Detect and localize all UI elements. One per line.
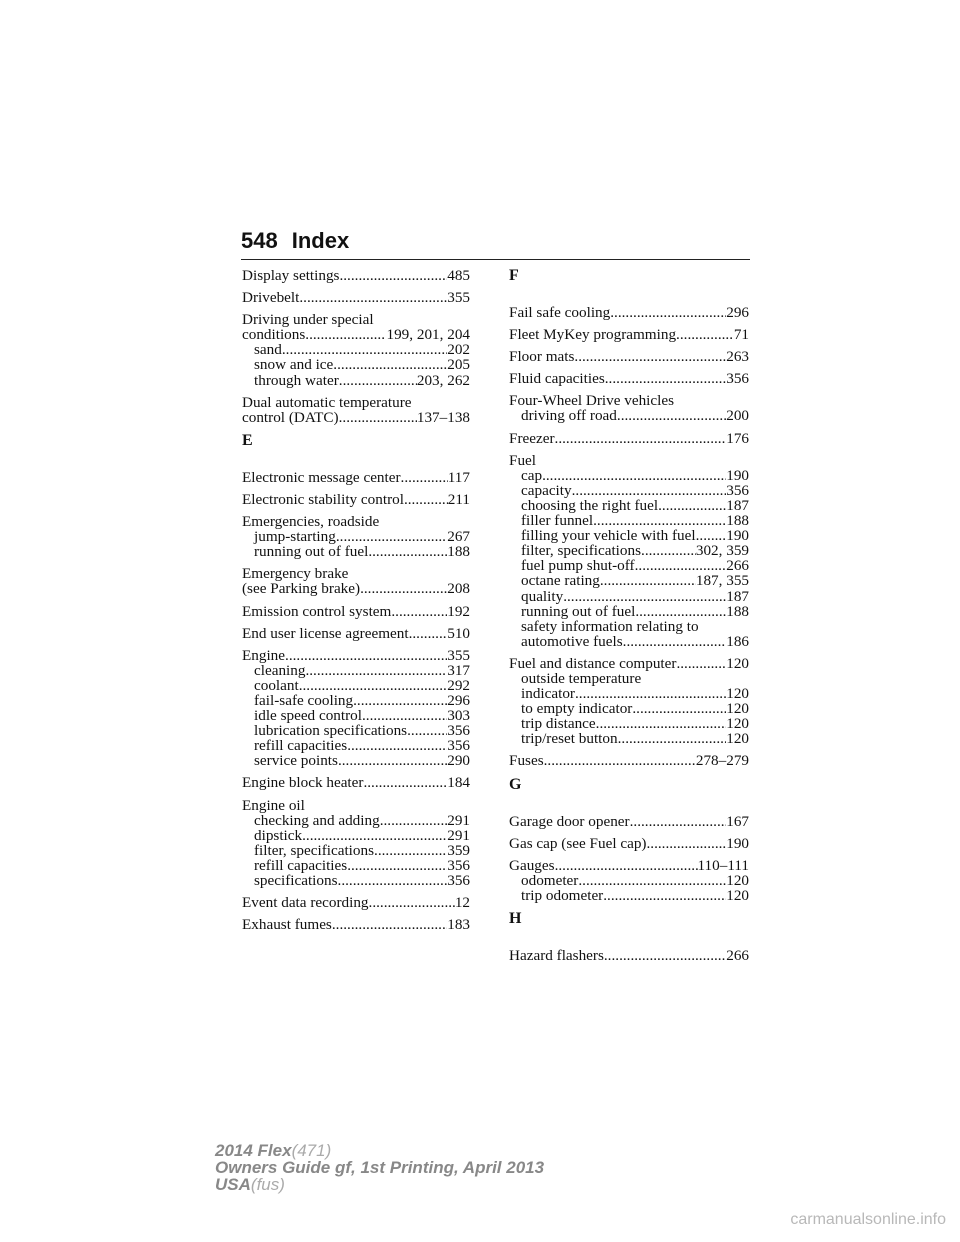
leader-dots bbox=[282, 342, 447, 357]
index-subentry bbox=[509, 558, 749, 573]
page-reference: 120 bbox=[726, 686, 749, 702]
index-term bbox=[242, 626, 470, 641]
page-reference: 355 bbox=[447, 647, 470, 663]
entry-text: control (DATC) bbox=[242, 409, 339, 425]
entry-text: filter, specifications bbox=[521, 543, 642, 559]
leader-dots bbox=[630, 814, 727, 829]
entry-text: specifications bbox=[254, 873, 338, 889]
page-reference: 190 bbox=[726, 467, 749, 483]
entry-text: lubrication specifications bbox=[254, 723, 408, 739]
entry-text: trip distance bbox=[521, 716, 596, 732]
entry-text: capacity bbox=[521, 482, 572, 498]
leader-dots bbox=[347, 858, 447, 873]
entry-text: Driving under special bbox=[242, 312, 374, 328]
leader-dots bbox=[407, 723, 447, 738]
entry-text: Freezer bbox=[509, 430, 555, 446]
page-reference: 188 bbox=[726, 603, 749, 619]
index-subentry bbox=[242, 663, 470, 678]
entry-text: Garage door opener bbox=[509, 813, 630, 829]
footer-model: 2014 Flex bbox=[215, 1141, 292, 1160]
footer-model-code: (471) bbox=[291, 1141, 332, 1160]
leader-dots bbox=[646, 836, 726, 851]
entry-text: Emergencies, roadside bbox=[242, 514, 380, 530]
page-reference: 317 bbox=[447, 662, 470, 678]
index-term bbox=[242, 492, 470, 507]
page-reference: 356 bbox=[726, 371, 749, 387]
entry-text: Fail safe cooling bbox=[509, 305, 611, 321]
leader-dots bbox=[339, 268, 447, 283]
leader-dots bbox=[696, 528, 727, 543]
index-term bbox=[242, 395, 470, 410]
index-subentry bbox=[242, 693, 470, 708]
index-entry bbox=[509, 453, 749, 649]
index-column-left bbox=[242, 268, 470, 939]
leader-dots bbox=[676, 327, 734, 342]
leader-dots bbox=[563, 589, 726, 604]
section-letter: H bbox=[509, 910, 522, 927]
index-term bbox=[509, 948, 749, 963]
index-entry bbox=[242, 775, 470, 790]
leader-dots bbox=[617, 408, 726, 423]
entry-text: octane rating bbox=[521, 573, 600, 589]
entry-text: conditions bbox=[242, 327, 306, 343]
entry-text: outside temperature bbox=[521, 670, 642, 687]
index-subentry bbox=[242, 373, 470, 388]
index-entry bbox=[509, 753, 749, 768]
leader-dots bbox=[575, 686, 726, 701]
entry-text: Engine bbox=[242, 647, 286, 663]
leader-dots bbox=[285, 648, 447, 663]
entry-text: quality bbox=[521, 588, 564, 604]
page-reference: 192 bbox=[447, 603, 470, 619]
entry-text: Hazard flashers bbox=[509, 948, 604, 964]
page-reference: 208 bbox=[447, 581, 470, 597]
entry-text: Gas cap (see Fuel cap) bbox=[509, 835, 647, 851]
page-reference: 120 bbox=[726, 716, 749, 732]
page-reference: 359 bbox=[447, 842, 470, 858]
page-reference: 291 bbox=[447, 827, 470, 843]
index-subentry bbox=[509, 716, 749, 731]
index-term bbox=[509, 753, 749, 768]
leader-dots bbox=[658, 498, 726, 513]
page-reference: 186 bbox=[726, 633, 749, 649]
leader-dots bbox=[600, 573, 696, 588]
page-number: 548 bbox=[241, 228, 278, 253]
entry-text: Fleet MyKey programming bbox=[509, 327, 677, 343]
index-subentry bbox=[242, 342, 470, 357]
entry-text: Drivebelt bbox=[242, 290, 300, 306]
leader-dots bbox=[362, 708, 447, 723]
leader-dots bbox=[623, 634, 727, 649]
leader-dots bbox=[593, 513, 726, 528]
entry-text: running out of fuel bbox=[521, 603, 636, 619]
index-subentry bbox=[242, 678, 470, 693]
page-reference: 202 bbox=[447, 342, 470, 358]
leader-dots bbox=[302, 828, 447, 843]
page-reference: 278–279 bbox=[695, 753, 749, 769]
entry-text: End user license agreement bbox=[242, 625, 409, 641]
entry-text: Event data recording bbox=[242, 895, 369, 911]
leader-dots bbox=[574, 349, 726, 364]
index-subentry bbox=[242, 529, 470, 544]
index-entry bbox=[242, 492, 470, 507]
print-footer bbox=[215, 1142, 544, 1193]
entry-text: Fluid capacities bbox=[509, 371, 605, 387]
index-subentry bbox=[509, 731, 749, 746]
page-reference: 292 bbox=[447, 677, 470, 693]
page-reference: 356 bbox=[447, 857, 470, 873]
index-term bbox=[242, 327, 470, 342]
entry-text: checking and adding bbox=[254, 812, 380, 828]
index-entry bbox=[242, 917, 470, 932]
index-term bbox=[242, 798, 470, 813]
index-entry bbox=[509, 948, 749, 963]
page-reference: 120 bbox=[726, 731, 749, 747]
leader-dots bbox=[676, 656, 726, 671]
index-subentry bbox=[509, 589, 749, 604]
leader-dots bbox=[332, 917, 447, 932]
page-reference: 120 bbox=[726, 701, 749, 717]
page-reference: 120 bbox=[726, 887, 749, 903]
entry-text: cap bbox=[521, 467, 543, 483]
entry-text: sand bbox=[254, 342, 282, 358]
entry-text: Dual automatic temperature bbox=[242, 394, 412, 410]
page-reference: 120 bbox=[726, 872, 749, 888]
index-subentry bbox=[509, 873, 749, 888]
leader-dots bbox=[353, 693, 447, 708]
page-reference: 188 bbox=[447, 544, 470, 560]
entry-text: refill capacities bbox=[254, 738, 348, 754]
leader-dots bbox=[618, 731, 727, 746]
leader-dots bbox=[409, 626, 448, 641]
index-term bbox=[242, 312, 470, 327]
leader-dots bbox=[391, 604, 447, 619]
index-entry bbox=[509, 305, 749, 320]
entry-text: idle speed control bbox=[254, 708, 362, 724]
leader-dots bbox=[380, 813, 448, 828]
entry-text: refill capacities bbox=[254, 857, 348, 873]
page-reference: 203, 262 bbox=[416, 372, 470, 388]
index-entry bbox=[509, 327, 749, 342]
index-entry bbox=[509, 858, 749, 903]
page-reference: 184 bbox=[447, 775, 470, 791]
page-reference: 120 bbox=[726, 655, 749, 671]
leader-dots bbox=[578, 873, 726, 888]
page-reference: 291 bbox=[447, 812, 470, 828]
leader-dots bbox=[299, 678, 448, 693]
page-reference: 12 bbox=[454, 895, 470, 911]
page-reference: 211 bbox=[447, 491, 470, 508]
page-reference: 205 bbox=[447, 357, 470, 373]
leader-dots bbox=[572, 483, 727, 498]
index-entry bbox=[242, 648, 470, 769]
section-letter: E bbox=[242, 431, 253, 449]
index-subentry bbox=[242, 357, 470, 372]
entry-text: running out of fuel bbox=[254, 544, 369, 560]
page-title: Index bbox=[291, 228, 350, 253]
page-header bbox=[241, 228, 750, 254]
section-letter: G bbox=[509, 775, 522, 793]
entry-text: Electronic stability control bbox=[242, 491, 404, 508]
page-reference: 303 bbox=[447, 708, 470, 724]
leader-dots bbox=[542, 468, 726, 483]
leader-dots bbox=[641, 543, 696, 558]
page-reference: 117 bbox=[447, 469, 470, 485]
leader-dots bbox=[368, 544, 447, 559]
index-subentry bbox=[242, 753, 470, 768]
index-term bbox=[509, 814, 749, 829]
index-entry bbox=[509, 393, 749, 423]
index-subentry bbox=[242, 843, 470, 858]
page-reference: 183 bbox=[447, 917, 470, 933]
page-reference: 485 bbox=[447, 268, 470, 284]
page-reference: 355 bbox=[447, 290, 470, 306]
entry-text: service points bbox=[254, 753, 338, 769]
entry-text: Gauges bbox=[509, 857, 555, 873]
leader-dots bbox=[339, 410, 417, 425]
page-reference: 356 bbox=[447, 873, 470, 889]
footer-guide: Owners Guide gf, 1st Printing, April 2013 bbox=[215, 1158, 545, 1177]
index-subentry bbox=[509, 573, 749, 588]
leader-dots bbox=[555, 858, 698, 873]
index-term bbox=[242, 917, 470, 932]
entry-text: fuel pump shut-off bbox=[521, 558, 635, 574]
entry-text: Engine oil bbox=[242, 797, 305, 813]
index-entry bbox=[242, 626, 470, 641]
index-entry bbox=[242, 312, 470, 387]
leader-dots bbox=[363, 775, 447, 790]
index-subentry bbox=[509, 543, 749, 558]
leader-dots bbox=[401, 470, 448, 485]
entry-text: Display settings bbox=[242, 268, 340, 284]
index-subentry bbox=[242, 544, 470, 559]
entry-text: snow and ice bbox=[254, 357, 334, 373]
leader-dots bbox=[333, 357, 447, 372]
entry-text: indicator bbox=[521, 686, 575, 702]
index-term bbox=[242, 895, 470, 910]
index-term bbox=[509, 327, 749, 342]
index-subentry bbox=[509, 701, 749, 716]
page-reference: 137–138 bbox=[416, 409, 470, 425]
entry-text: Exhaust fumes bbox=[242, 917, 332, 933]
index-subentry bbox=[242, 813, 470, 828]
page-reference: 290 bbox=[447, 753, 470, 769]
page-reference: 199, 201, 204 bbox=[386, 327, 470, 343]
page-reference: 356 bbox=[726, 482, 749, 498]
index-entry bbox=[509, 814, 749, 829]
index-term bbox=[242, 648, 470, 663]
entry-text: (see Parking brake) bbox=[242, 581, 361, 597]
leader-dots bbox=[299, 290, 447, 305]
index-term bbox=[242, 470, 470, 485]
entry-text: odometer bbox=[521, 872, 579, 888]
page-reference: 190 bbox=[726, 835, 749, 851]
entry-text: filling your vehicle with fuel bbox=[521, 528, 696, 544]
entry-text: Four-Wheel Drive vehicles bbox=[509, 393, 675, 409]
index-term bbox=[509, 858, 749, 873]
page-reference: 356 bbox=[447, 738, 470, 754]
index-entry bbox=[242, 798, 470, 889]
leader-dots bbox=[338, 753, 447, 768]
leader-dots bbox=[544, 753, 696, 768]
leader-dots bbox=[605, 371, 726, 386]
index-entry bbox=[242, 290, 470, 305]
index-subentry bbox=[509, 604, 749, 619]
index-subentry bbox=[242, 708, 470, 723]
page-reference: 176 bbox=[726, 430, 749, 446]
leader-dots bbox=[305, 663, 447, 678]
index-subentry bbox=[509, 634, 749, 649]
entry-text: Electronic message center bbox=[242, 469, 401, 485]
index-subentry bbox=[509, 408, 749, 423]
index-subentry bbox=[509, 528, 749, 543]
entry-text: Fuses bbox=[509, 753, 544, 769]
page-reference: 267 bbox=[447, 529, 470, 545]
index-subentry bbox=[509, 498, 749, 513]
page-reference: 266 bbox=[726, 558, 749, 574]
leader-dots bbox=[635, 604, 726, 619]
page-reference: 187 bbox=[726, 588, 749, 604]
leader-dots bbox=[338, 873, 448, 888]
entry-text: Fuel bbox=[509, 452, 537, 468]
index-entry bbox=[509, 656, 749, 747]
index-term bbox=[242, 290, 470, 305]
header-rule bbox=[241, 259, 750, 260]
index-entry bbox=[242, 395, 470, 425]
index-term bbox=[242, 268, 470, 283]
footer-region-code: (fus) bbox=[250, 1175, 285, 1194]
index-entry bbox=[509, 431, 749, 446]
index-term bbox=[509, 393, 749, 408]
leader-dots bbox=[404, 492, 448, 507]
entry-text: Fuel and distance computer bbox=[509, 655, 677, 671]
entry-text: Floor mats bbox=[509, 349, 575, 365]
page-reference: 296 bbox=[726, 305, 749, 321]
entry-text: to empty indicator bbox=[521, 701, 633, 717]
leader-dots bbox=[374, 843, 447, 858]
index-term bbox=[242, 581, 470, 596]
entry-text: filler funnel bbox=[521, 513, 594, 529]
index-term bbox=[509, 349, 749, 364]
entry-text: safety information relating to bbox=[521, 618, 699, 634]
leader-dots bbox=[603, 888, 726, 903]
index-term bbox=[242, 514, 470, 529]
entry-text: automotive fuels bbox=[521, 633, 623, 649]
leader-dots bbox=[360, 581, 447, 596]
index-entry bbox=[242, 604, 470, 619]
page-reference: 190 bbox=[726, 528, 749, 544]
index-entry bbox=[242, 566, 470, 596]
page-reference: 356 bbox=[447, 723, 470, 739]
entry-text: cleaning bbox=[254, 662, 306, 678]
index-entry bbox=[509, 371, 749, 386]
index-term bbox=[509, 836, 749, 851]
index-subentry bbox=[509, 513, 749, 528]
index-subentry bbox=[509, 468, 749, 483]
index-entry bbox=[509, 836, 749, 851]
entry-text: Emission control system bbox=[242, 603, 392, 619]
index-subentry bbox=[242, 738, 470, 753]
entry-text: choosing the right fuel bbox=[521, 497, 659, 514]
leader-dots bbox=[632, 701, 726, 716]
index-term bbox=[509, 371, 749, 386]
footer-region: USA bbox=[215, 1175, 251, 1194]
index-entry bbox=[242, 895, 470, 910]
entry-text: jump-starting bbox=[254, 529, 336, 545]
entry-text: through water bbox=[254, 372, 339, 388]
index-subentry bbox=[509, 671, 749, 686]
index-subentry bbox=[242, 828, 470, 843]
page-reference: 200 bbox=[726, 408, 749, 424]
index-term bbox=[242, 775, 470, 790]
index-entry bbox=[242, 514, 470, 559]
leader-dots bbox=[604, 948, 726, 963]
leader-dots bbox=[347, 738, 447, 753]
page-reference: 296 bbox=[447, 692, 470, 709]
section-letter: F bbox=[509, 267, 519, 284]
leader-dots bbox=[369, 895, 455, 910]
leader-dots bbox=[339, 373, 417, 388]
index-entry bbox=[242, 268, 470, 283]
entry-text: driving off road bbox=[521, 408, 617, 424]
index-column-right bbox=[509, 268, 749, 970]
leader-dots bbox=[635, 558, 727, 573]
index-term bbox=[509, 305, 749, 320]
page-reference: 187, 355 bbox=[695, 573, 749, 589]
leader-dots bbox=[336, 529, 447, 544]
entry-text: Emergency brake bbox=[242, 566, 349, 582]
entry-text: trip odometer bbox=[521, 887, 604, 903]
index-entry bbox=[242, 470, 470, 485]
entry-text: trip/reset button bbox=[521, 731, 618, 747]
entry-text: Engine block heater bbox=[242, 775, 364, 791]
index-subentry bbox=[509, 686, 749, 701]
entry-text: dipstick bbox=[254, 827, 303, 843]
leader-dots bbox=[596, 716, 727, 731]
leader-dots bbox=[305, 327, 386, 342]
index-term bbox=[242, 566, 470, 581]
entry-text: coolant bbox=[254, 677, 299, 693]
index-term bbox=[509, 431, 749, 446]
page-reference: 188 bbox=[726, 513, 749, 529]
page-reference: 263 bbox=[726, 349, 749, 365]
index-term bbox=[242, 604, 470, 619]
leader-dots bbox=[610, 305, 726, 320]
page-reference: 187 bbox=[726, 497, 749, 514]
page-reference: 510 bbox=[447, 625, 470, 641]
page-reference: 302, 359 bbox=[695, 543, 749, 559]
index-subentry bbox=[242, 723, 470, 738]
index-term bbox=[242, 410, 470, 425]
index-term bbox=[509, 453, 749, 468]
entry-text: fail-safe cooling bbox=[254, 692, 354, 709]
index-subentry bbox=[509, 888, 749, 903]
entry-text: filter, specifications bbox=[254, 842, 375, 858]
index-subentry bbox=[509, 483, 749, 498]
page-reference: 167 bbox=[726, 813, 749, 829]
leader-dots bbox=[555, 431, 727, 446]
page-reference: 110–111 bbox=[697, 857, 749, 873]
index-entry bbox=[509, 349, 749, 364]
page-reference: 71 bbox=[733, 327, 749, 343]
index-term bbox=[509, 656, 749, 671]
index-subentry bbox=[509, 619, 749, 634]
page-reference: 266 bbox=[726, 948, 749, 964]
watermark: carmanualsonline.info bbox=[790, 1211, 946, 1228]
index-subentry bbox=[242, 873, 470, 888]
index-subentry bbox=[242, 858, 470, 873]
